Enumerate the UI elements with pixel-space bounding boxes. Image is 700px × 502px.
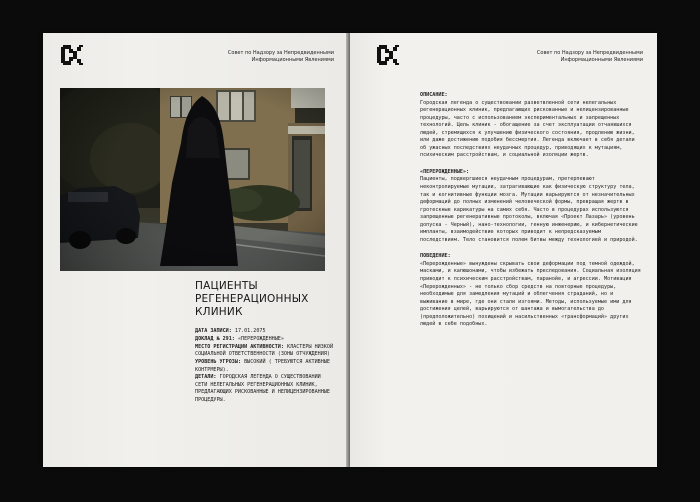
report-metadata bbox=[195, 328, 335, 405]
council-logo bbox=[377, 45, 399, 65]
document-title bbox=[195, 280, 335, 319]
meta-report bbox=[195, 336, 335, 343]
meta-location-label: МЕСТО РЕГИСТРАЦИИ АКТИВНОСТИ: bbox=[195, 343, 284, 350]
org-name-line1: Совет по Надзору за Непредвиденными bbox=[536, 50, 643, 56]
org-name-line2: Информационными Явлениями bbox=[560, 57, 643, 63]
meta-location bbox=[195, 344, 335, 359]
meta-date-label: ДАТА ЗАПИСИ: bbox=[195, 328, 232, 334]
meta-details-label: ДЕТАЛИ: bbox=[195, 374, 217, 381]
section-behavior bbox=[420, 253, 642, 328]
meta-details-value: ГОРОДСКАЯ ЛЕГЕНДА О СУЩЕСТВОВАНИИ СЕТИ НЕЛЕГАЛЬНЫХ РЕГЕНЕРАЦИОННЫХ КЛИНИК, ПРЕДЛАГАЮЩИХ РИСКОВАННЫЕ И НЕЛИЦЕНЗИРОВАННЫЕ ПРОЦЕДУРЫ. bbox=[195, 374, 330, 403]
org-name-line1: Совет по Надзору за Непредвиденными bbox=[227, 50, 334, 56]
title-line-2: РЕГЕНЕРАЦИОННЫХ bbox=[195, 293, 309, 305]
meta-threat-value: ВЫСОКИЙ ( ТРЕБУЮТСЯ АКТИВНЫЕ КОНТРМЕРЫ). bbox=[195, 359, 330, 373]
section-heading: «ПЕРЕРОЖДЕННЫЕ»: bbox=[420, 168, 470, 175]
meta-date bbox=[195, 328, 335, 335]
section-heading: ПОВЕДЕНИЕ: bbox=[420, 253, 451, 260]
meta-report-label: ДОКЛАД № 291: bbox=[195, 335, 235, 342]
meta-location-value: КЛАСТЕРЫ НИЗКОЙ СОЦИАЛЬНОЙ ОТВЕТСТВЕННОСТИ (ЗОНЫ ОТЧУЖДЕНИЯ) bbox=[195, 343, 334, 358]
title-line-3: КЛИНИК bbox=[195, 306, 243, 318]
section-text: Городская легенда о существовании разветвленной сети нелегальных регенерационных клиник, предлагающих рискованные и нелицензированные процедуры, часто с использованием экспериментальных и запрещенных технологий. Цель клиник - обогащение за счет эксплуатации отчаявшихся людей, стремящихся к улучшению физического состояния, продлению жизни, или даже достижению подобия бессмертия. Легенда включает в себя детали об ужасных последствиях неудачных процедур, приводящих к мутациям, психическим расстройствам, и социальной изоляции жертв. bbox=[420, 99, 635, 159]
section-reborn bbox=[420, 169, 642, 244]
title-line-1: ПАЦИЕНТЫ bbox=[195, 280, 258, 292]
report-body bbox=[420, 92, 642, 338]
right-page bbox=[350, 33, 657, 467]
meta-details bbox=[195, 374, 335, 404]
section-heading: ОПИСАНИЕ: bbox=[420, 92, 448, 98]
org-name bbox=[194, 50, 334, 64]
meta-threat-label: УРОВЕНЬ УГРОЗЫ: bbox=[195, 359, 242, 366]
org-name bbox=[503, 50, 643, 64]
section-text: Пациенты, подвергшиеся неудачным процедурам, претерпевают неконтролируемые мутации, затрагивающие как физическую структуру тела, так и когнитивные функции мозга. Мутации варьируются от незначительных деформаций до полных изменений человеческой формы, превращая жертв в гротескные карикатуры на самих себя. Часто в процедурах используются запрещенные регенеративные протоколы, включая «Проект Лазарь» (уровень допуска - Черный), нано-технологии, генную инженерию, и кибернетические импланты, взаимодействие которых приводит к непредсказуемым последствиям. Тело становится полем битвы между технологией и природой. bbox=[420, 176, 638, 243]
org-name-line2: Информационными Явлениями bbox=[251, 57, 334, 63]
hooded-figure-photo bbox=[60, 88, 325, 271]
meta-threat bbox=[195, 359, 335, 374]
left-page bbox=[43, 33, 348, 467]
section-description bbox=[420, 92, 642, 160]
meta-report-value: «ПЕРЕРОЖДЕННЫЕ» bbox=[234, 335, 284, 342]
meta-date-value: 17.01.2075 bbox=[231, 328, 266, 334]
section-text: «Перерожденные» вынуждены скрывать свои деформации под темной одеждой, масками, и капюшонами, чтобы избежать преследования. Социальная изоляция приводит к психическим расстройствам, паранойе, и агрессии. Мотивация «Перерожденных» - не только сбор средств на повторные процедуры, необходимые для замедления мутаций и облегчения страданий, но и выживание в мире, где они стали изгоями. Методы, используемые ими для достижения целей, варьируются от шантажа и вымогательства до (предположительно) похищений и насильственных «трансформаций» других людей в себе подобных. bbox=[420, 260, 641, 328]
council-logo bbox=[61, 45, 83, 65]
